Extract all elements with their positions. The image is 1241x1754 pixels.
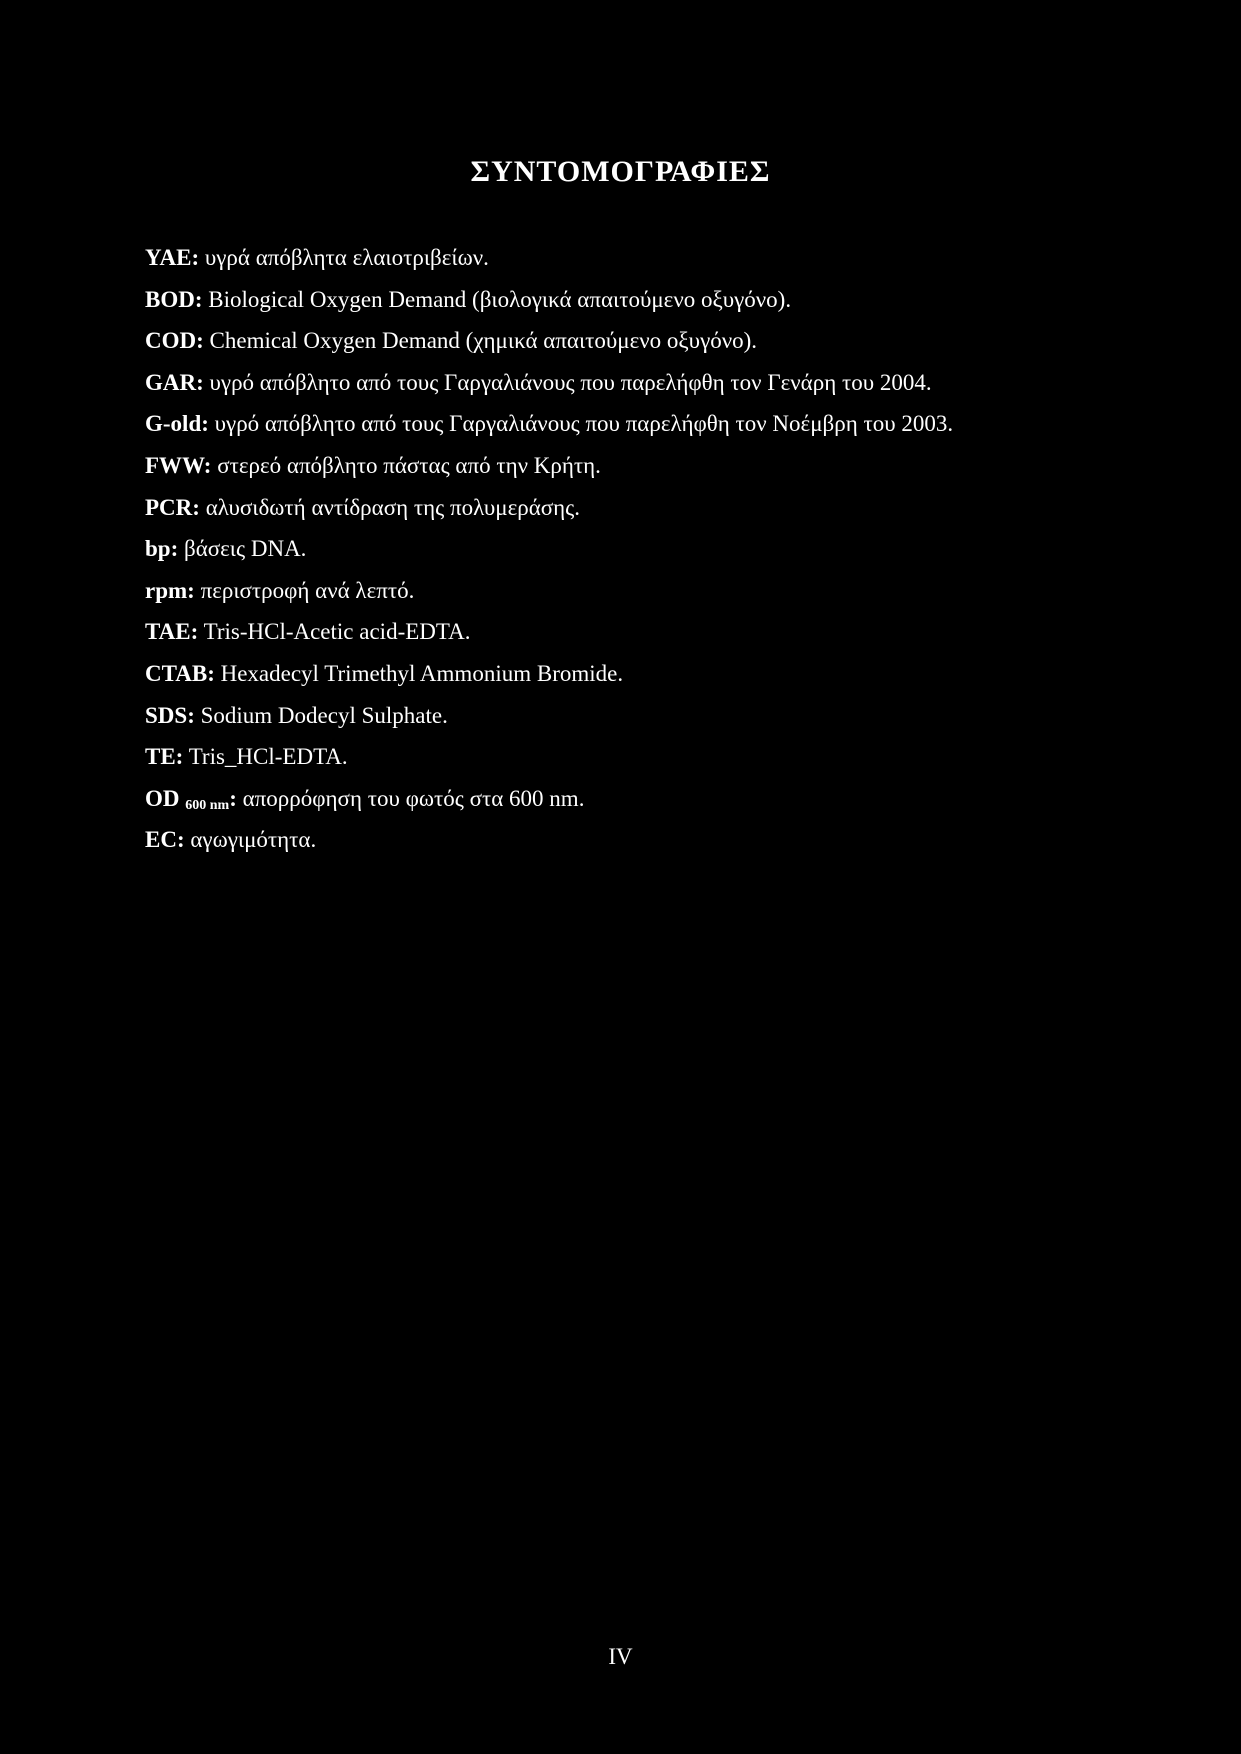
abbreviation-definition: υγρά απόβλητα ελαιοτριβείων. [204, 245, 489, 270]
list-item [145, 368, 953, 410]
abbreviation-term: G-old: [145, 411, 209, 437]
list-item [145, 285, 953, 327]
abbreviation-term: YAE: [145, 245, 200, 270]
abbreviation-term: COD: [145, 328, 204, 354]
abbreviation-term: TAE: [145, 619, 199, 645]
list-item [145, 534, 953, 576]
abbreviation-term: rpm: [145, 577, 195, 603]
page-title: ΣΥΝΤΟΜΟΓΡΑΦΙΕΣ [470, 155, 771, 189]
abbreviation-term: EC: [145, 827, 185, 853]
abbreviation-definition: περιστροφή ανά λεπτό. [200, 577, 415, 603]
abbreviation-definition: απορρόφηση του φωτός στα 600 nm. [242, 785, 585, 811]
abbreviation-term: OD [145, 785, 180, 811]
abbreviation-term: BOD: [145, 286, 203, 312]
list-item [145, 701, 953, 743]
list-item [145, 576, 953, 618]
abbreviation-definition: βάσεις DNA. [184, 536, 307, 562]
abbreviation-list [145, 243, 953, 867]
abbreviation-term-suffix: : [229, 785, 237, 811]
list-item [145, 451, 953, 493]
abbreviation-definition: Chemical Oxygen Demand (χημικά απαιτούμενο οξυγόνο). [209, 328, 758, 354]
abbreviation-definition: Tris_HCl-EDTA. [188, 744, 348, 770]
abbreviation-term: PCR: [145, 494, 200, 520]
abbreviation-term: GAR: [145, 369, 204, 395]
list-item [145, 825, 953, 867]
abbreviation-term: CTAB: [145, 660, 215, 686]
abbreviation-definition: Tris-HCl-Acetic acid-EDTA. [203, 619, 471, 645]
list-item [145, 409, 953, 451]
abbreviation-subscript: 600 nm [185, 797, 230, 813]
list-item [145, 326, 953, 368]
abbreviation-term: SDS: [145, 702, 195, 728]
list-item [145, 617, 953, 659]
list-item [145, 742, 953, 784]
abbreviation-definition: υγρό απόβλητο από τους Γαργαλιάνους που παρελήφθη τον Γενάρη του 2004. [209, 369, 932, 395]
abbreviation-definition: στερεό απόβλητο πάστας από την Κρήτη. [217, 452, 601, 478]
abbreviation-term: TE: [145, 744, 184, 770]
abbreviation-definition: αλυσιδωτή αντίδραση της πολυμεράσης. [205, 494, 581, 520]
abbreviation-definition: Biological Oxygen Demand (βιολογικά απαιτούμενο οξυγόνο). [208, 286, 792, 312]
list-item [145, 659, 953, 701]
abbreviation-term: bp: [145, 536, 179, 562]
abbreviation-definition: υγρό απόβλητο από τους Γαργαλιάνους που παρελήφθη τον Νοέμβρη του 2003. [214, 411, 954, 437]
abbreviation-definition: Sodium Dodecyl Sulphate. [200, 702, 448, 728]
list-item [145, 784, 953, 826]
abbreviation-term: FWW: [145, 452, 212, 478]
list-item [145, 493, 953, 535]
abbreviation-definition: αγωγιμότητα. [190, 827, 317, 853]
abbreviation-definition: Hexadecyl Trimethyl Ammonium Bromide. [220, 660, 624, 686]
list-item [145, 243, 953, 285]
page-number: IV [608, 1644, 633, 1669]
